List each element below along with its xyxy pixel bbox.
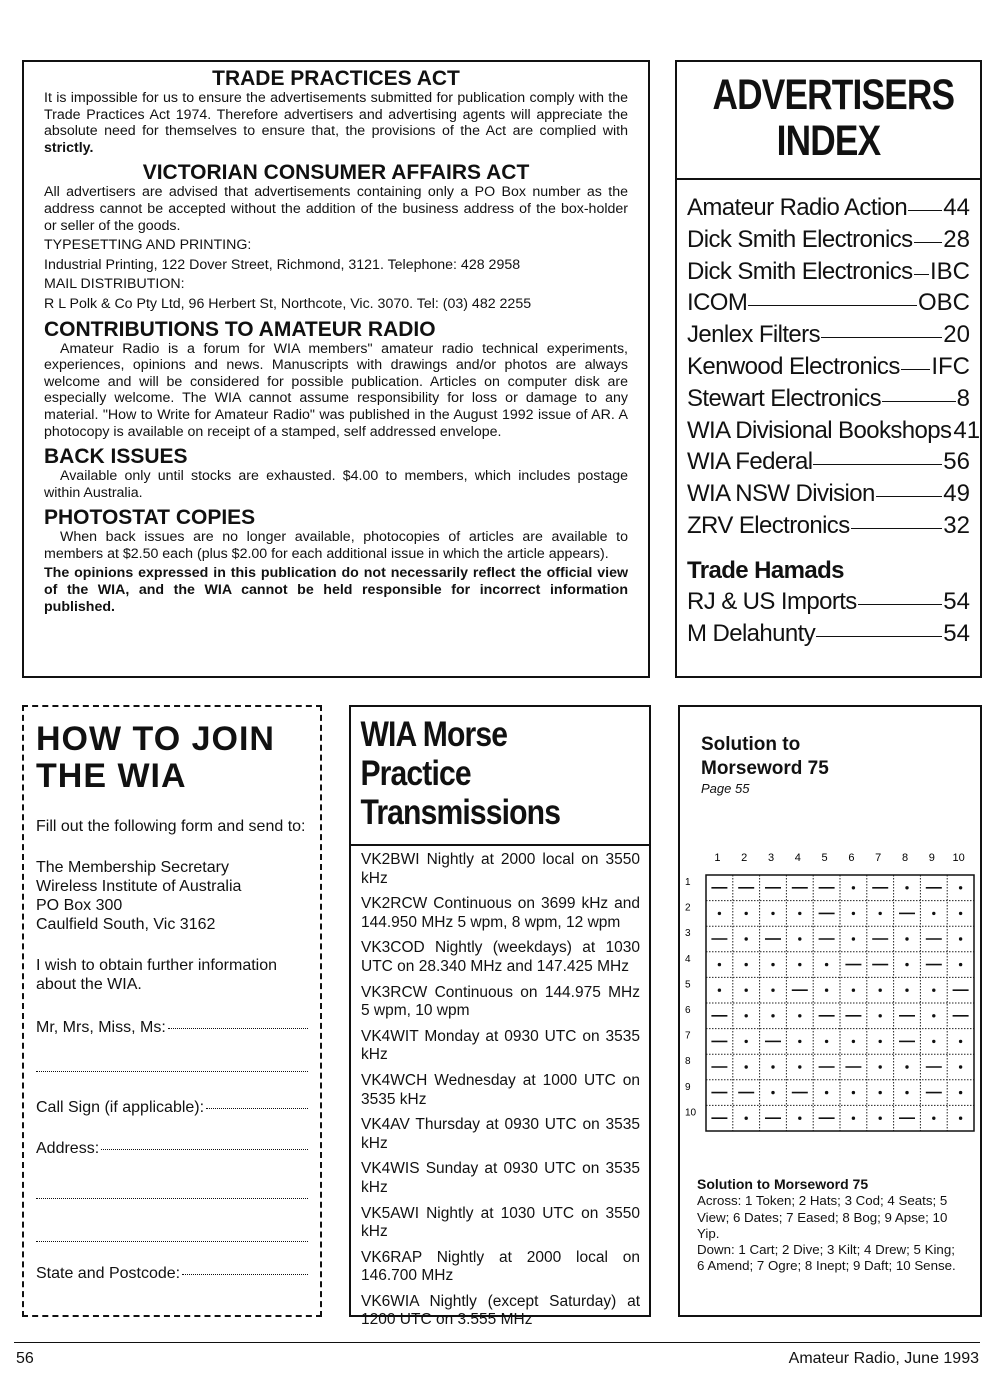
morseword-grid — [682, 847, 965, 1147]
index-entry — [687, 319, 970, 351]
morse-dot — [825, 1091, 828, 1094]
index-entry — [687, 351, 970, 383]
advertiser-page: 8 — [956, 384, 970, 412]
morse-dot — [771, 1014, 774, 1017]
morse-dot — [932, 912, 935, 915]
page-footer — [0, 1341, 1000, 1379]
call-sign-label: Call Sign (if applicable): — [36, 1099, 205, 1116]
advertiser-name: ZRV Electronics — [687, 511, 850, 539]
morse-dot — [852, 912, 855, 915]
advertiser-name: Dick Smith Electronics — [687, 225, 913, 253]
join-title-1: HOW TO JOIN — [36, 720, 275, 758]
morse-dot — [852, 1091, 855, 1094]
morse-dot — [905, 1065, 908, 1068]
morse-dot — [852, 937, 855, 940]
magazine-issue: Amateur Radio, June 1993 — [788, 1350, 979, 1367]
advertiser-name: M Delahunty — [687, 619, 816, 647]
address-line-3[interactable] — [36, 1223, 308, 1242]
morse-dot — [745, 937, 748, 940]
morseword-title-1: Solution to — [701, 734, 801, 755]
transmission-entry: VK4AV Thursday at 0930 UTC on 3535 kHz — [361, 1116, 640, 1152]
morse-dot — [825, 1040, 828, 1043]
membership-address — [36, 858, 308, 934]
call-sign-field[interactable] — [36, 1098, 308, 1117]
address-field[interactable] — [36, 1139, 308, 1158]
how-to-join-box — [22, 705, 322, 1317]
column-number: 2 — [741, 852, 748, 864]
advertisers-title: ADVERTISERS — [712, 71, 955, 119]
morse-dot — [932, 1040, 935, 1043]
morse-dot — [905, 963, 908, 966]
name-field-line[interactable] — [36, 1053, 308, 1072]
leader-line — [901, 369, 931, 370]
morse-dot — [959, 1040, 962, 1043]
morse-dot — [798, 1040, 801, 1043]
column-number: 7 — [875, 852, 882, 864]
morse-dot — [959, 1117, 962, 1120]
morse-dot — [879, 1040, 882, 1043]
advertiser-name: Jenlex Filters — [687, 321, 820, 349]
advertiser-page: 20 — [943, 321, 970, 349]
transmission-entry: VK2RCW Continuous on 3699 kHz and 144.950 MHz 5 wpm, 8 wpm, 12 wpm — [361, 895, 640, 931]
morse-dot — [745, 1117, 748, 1120]
morse-dot — [852, 886, 855, 889]
index-entry — [687, 618, 970, 650]
join-info: I wish to obtain further information about the WIA. — [36, 957, 278, 993]
morse-dot — [852, 1040, 855, 1043]
morse-dot — [798, 1117, 801, 1120]
trade-practices-text — [44, 90, 628, 156]
address-line: Caulfield South, Vic 3162 — [36, 916, 216, 933]
leader-line — [914, 274, 929, 275]
morse-dot — [745, 1065, 748, 1068]
morse-dot — [905, 886, 908, 889]
typesetting-value: Industrial Printing, 122 Dover Street, Richmond, 3121. Telephone: 428 2958 — [44, 256, 521, 273]
column-number: 9 — [928, 852, 935, 864]
solution-heading: Solution to Morseword 75 — [697, 1176, 869, 1192]
divider — [351, 844, 649, 846]
morse-dot — [879, 1091, 882, 1094]
index-entry — [687, 446, 970, 478]
advertiser-name: WIA Divisional Bookshops — [687, 416, 952, 444]
morse-dot — [879, 1014, 882, 1017]
transmission-entry: VK5AWI Nightly at 1030 UTC on 3550 kHz — [361, 1204, 640, 1241]
advertiser-page: 54 — [943, 619, 970, 647]
index-entry — [687, 256, 970, 288]
morse-dot — [959, 912, 962, 915]
advertiser-page: 32 — [943, 511, 970, 539]
trade-hamads-heading: Trade Hamads — [687, 556, 844, 584]
divider — [677, 178, 980, 180]
advertiser-page: 41 — [953, 416, 981, 444]
morse-dot — [879, 989, 882, 992]
advertiser-name: Stewart Electronics — [687, 384, 882, 412]
advertiser-name: Kenwood Electronics — [687, 352, 900, 380]
morse-dot — [852, 1117, 855, 1120]
photostat-body: When back issues are no longer available, photocopies of articles are available to members at $2.50 each (plus $2.00 for each additional issue in which the article appears). — [44, 529, 628, 562]
advertisers-list — [687, 192, 981, 542]
contributions-heading: CONTRIBUTIONS TO AMATEUR RADIO — [44, 317, 436, 341]
back-issues-heading: BACK ISSUES — [44, 445, 188, 469]
morse-dot — [905, 1091, 908, 1094]
leader-line — [821, 337, 942, 338]
trade-practices-heading: TRADE PRACTICES ACT — [212, 67, 460, 90]
transmission-entry: VK4WIT Monday at 0930 UTC on 3535 kHz — [361, 1027, 640, 1064]
morse-dot — [852, 989, 855, 992]
join-title-2: THE WIA — [36, 757, 187, 795]
morse-dot — [771, 1065, 774, 1068]
morse-dot — [745, 963, 748, 966]
row-number: 4 — [685, 953, 691, 965]
name-field-label: Mr, Mrs, Miss, Ms: — [36, 1019, 166, 1036]
transmission-entry: VK4WIS Sunday at 0930 UTC on 3535 kHz — [361, 1160, 640, 1196]
advertiser-page: IFC — [931, 352, 970, 380]
advertiser-page: OBC — [917, 289, 970, 317]
morse-title-1: WIA Morse Practice — [360, 715, 508, 793]
address-label: Address: — [36, 1140, 100, 1157]
victorian-act-heading: VICTORIAN CONSUMER AFFAIRS ACT — [142, 161, 530, 185]
advertiser-page: 28 — [943, 225, 970, 253]
morse-dot — [905, 989, 908, 992]
row-number: 1 — [685, 877, 691, 888]
morse-dot — [825, 989, 828, 992]
transmission-entry: VK6RAP Nightly at 2000 local on 146.700 MHz — [361, 1248, 640, 1285]
address-line-2[interactable] — [36, 1180, 308, 1199]
column-number: 3 — [767, 852, 775, 864]
row-number: 9 — [685, 1081, 691, 1093]
typesetting-label: TYPESETTING AND PRINTING: — [44, 237, 252, 254]
morse-dot — [959, 963, 962, 966]
trade-practices-strictly: strictly. — [44, 139, 94, 156]
row-number: 2 — [685, 902, 691, 914]
morse-dot — [825, 963, 828, 966]
advertiser-name: RJ & US Imports — [687, 587, 857, 615]
morse-dot — [798, 963, 801, 966]
morse-dot — [718, 912, 721, 915]
morse-dot — [718, 989, 721, 992]
advertiser-page: 49 — [943, 480, 970, 508]
address-line: Wireless Institute of Australia — [36, 878, 242, 895]
column-number: 6 — [848, 852, 855, 864]
leader-line — [858, 604, 943, 605]
advertiser-name: ICOM — [687, 289, 748, 317]
leader-line — [876, 496, 943, 497]
column-number: 10 — [952, 852, 965, 864]
advertiser-page: 44 — [943, 194, 970, 221]
photostat-heading: PHOTOSTAT COPIES — [44, 506, 256, 530]
row-number: 8 — [685, 1056, 691, 1068]
morse-dot — [771, 1091, 774, 1094]
morse-dot — [745, 989, 748, 992]
row-number: 10 — [685, 1107, 697, 1119]
row-number: 6 — [685, 1005, 691, 1016]
state-postcode-field[interactable] — [36, 1264, 308, 1283]
morseword-title-2: Morseword 75 — [701, 758, 829, 779]
contributions-body: Amateur Radio is a forum for WIA members" amateur radio technical experiments, experiences, opinions and news. Manuscripts with drawings and/or photos are always welcome and will be considered for possible publication. Articles on computer disk are especially welcome. The WIA cannot assume responsibility for loss or damage to any material. "How to Write for Amateur Radio" was published in the August 1992 issue of AR. A photocopy is available on receipt of a stamped, self addressed envelope. — [44, 340, 628, 440]
index-entry — [687, 510, 970, 542]
morse-dot — [932, 1117, 935, 1120]
morse-title-2: Transmissions — [360, 793, 561, 832]
leader-line — [748, 305, 917, 306]
morse-dot — [798, 1014, 801, 1017]
index-entry — [687, 586, 970, 618]
morse-dot — [798, 937, 801, 940]
morse-dot — [959, 886, 962, 889]
advertisers-index — [675, 60, 982, 678]
transmission-entry: VK2BWI Nightly at 2000 local on 3550 kHz — [361, 851, 640, 887]
advertiser-name: WIA Federal — [687, 448, 813, 476]
morse-dot — [771, 989, 774, 992]
leader-line — [908, 210, 942, 211]
morse-dot — [959, 937, 962, 940]
address-line: The Membership Secretary — [36, 859, 229, 876]
morse-dot — [771, 963, 774, 966]
transmission-entry: VK6WIA Nightly (except Saturday) at 1200 UTC on 3.555 MHz — [361, 1292, 640, 1329]
morse-dot — [959, 1065, 962, 1068]
transmission-entry: VK3COD Nightly (weekdays) at 1030 UTC on 28.340 MHz and 147.425 MHz — [361, 939, 640, 975]
morse-dot — [932, 1014, 935, 1017]
name-field[interactable] — [36, 1018, 308, 1037]
leader-line — [882, 401, 956, 402]
join-intro: Fill out the following form and send to: — [36, 818, 306, 835]
index-entry — [687, 224, 970, 256]
leader-line — [914, 242, 943, 243]
morse-dot — [745, 912, 748, 915]
transmission-entry: VK4WCH Wednesday at 1000 UTC on 3535 kHz — [361, 1071, 640, 1108]
morse-dot — [959, 1091, 962, 1094]
morse-dot — [879, 912, 882, 915]
back-issues-body: Available only until stocks are exhausted. $4.00 to members, which includes postage within Australia. — [44, 468, 628, 501]
morse-dot — [905, 937, 908, 940]
column-number: 4 — [794, 852, 801, 864]
column-number: 8 — [901, 852, 909, 864]
morse-dot — [879, 1117, 882, 1120]
row-number: 5 — [685, 979, 691, 991]
page-number: 56 — [16, 1350, 34, 1367]
transmission-entry: VK3RCW Continuous on 144.975 MHz 5 wpm, 10 wpm — [361, 983, 640, 1020]
morse-practice-box — [349, 705, 651, 1329]
morse-dot — [879, 1065, 882, 1068]
index-entry — [687, 415, 981, 447]
advertiser-page: 56 — [943, 448, 970, 476]
address-line: PO Box 300 — [36, 897, 123, 914]
morse-dot — [798, 912, 801, 915]
mail-label: MAIL DISTRIBUTION: — [44, 276, 185, 293]
morse-dot — [932, 989, 935, 992]
row-number: 3 — [685, 928, 691, 940]
disclaimer: The opinions expressed in this publication do not necessarily reflect the official view of the WIA, and the WIA cannot be held responsible for incorrect information published. — [44, 565, 628, 615]
morseword-solution-box — [678, 705, 982, 1317]
trade-hamads-list — [687, 586, 970, 650]
solution-down: Down: 1 Cart; 2 Dive; 3 Kilt; 4 Drew; 5 King; 6 Amend; 7 Ogre; 8 Inept; 9 Daft; 10 Sense. — [697, 1242, 956, 1274]
morse-dot — [718, 963, 721, 966]
index-entry — [687, 192, 970, 224]
state-postcode-label: State and Postcode: — [36, 1265, 181, 1282]
leader-line — [816, 636, 942, 637]
notices-box — [22, 60, 650, 678]
morse-dot — [771, 912, 774, 915]
morse-dot — [798, 1065, 801, 1068]
index-entry — [687, 383, 970, 415]
morse-dot — [745, 1040, 748, 1043]
index-title: INDEX — [776, 117, 881, 165]
index-entry — [687, 287, 970, 319]
column-number: 1 — [714, 852, 721, 864]
row-number: 7 — [685, 1030, 691, 1042]
advertiser-page: 54 — [943, 587, 970, 615]
mail-value: R L Polk & Co Pty Ltd, 96 Herbert St, Northcote, Vic. 3070. Tel: (03) 482 2255 — [44, 295, 532, 312]
index-entry — [687, 478, 970, 510]
leader-line — [851, 528, 943, 529]
morse-transmissions-list — [351, 851, 649, 1330]
advertiser-page: IBC — [929, 257, 970, 285]
advertiser-name: WIA NSW Division — [687, 480, 875, 508]
column-number: 5 — [821, 852, 828, 864]
morse-dot — [745, 1014, 748, 1017]
victorian-act-body: All advertisers are advised that advertisements containing only a PO Box number as the address cannot be accepted without the addition of the business address of the box-holder or seller of the goods. — [44, 184, 628, 234]
advertiser-name: Amateur Radio Action — [687, 194, 908, 221]
advertiser-name: Dick Smith Electronics — [687, 257, 913, 285]
page-reference: Page 55 — [701, 781, 750, 796]
solution-text — [697, 1176, 965, 1275]
trade-practices-body: It is impossible for us to ensure the advertisements submitted for publication comply with the Trade Practices Act 1974. Therefore advertisers and advertising agents will appreciate the absolute need for themselves to ensure that, the provisions of the Act are complied with — [44, 90, 628, 140]
solution-across: Across: 1 Token; 2 Hats; 3 Cod; 4 Seats; 5 View; 6 Dates; 7 Eased; 8 Bog; 9 Apse; 10 Yip. — [697, 1193, 948, 1241]
leader-line — [813, 464, 942, 465]
